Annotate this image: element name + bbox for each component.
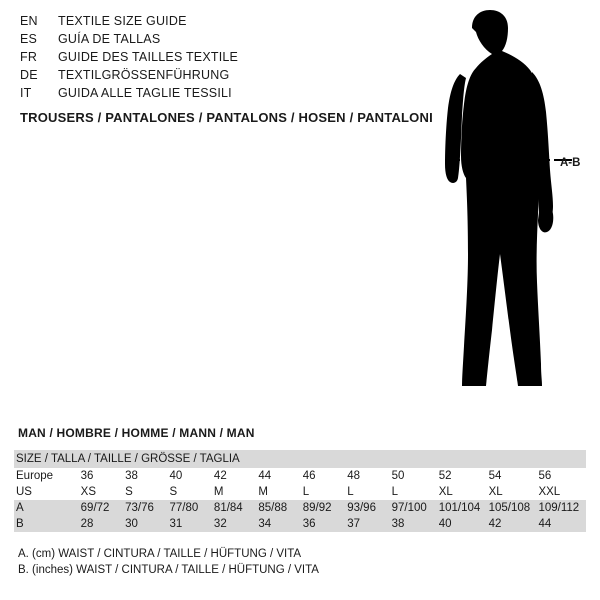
language-row: [20, 68, 380, 86]
row-label: B: [14, 516, 79, 532]
cell: 40: [169, 470, 183, 482]
cell: 38: [125, 470, 138, 482]
table-row: [14, 500, 586, 516]
cell: 31: [168, 516, 212, 532]
row-label: A: [14, 500, 79, 516]
cell: XS: [80, 486, 96, 498]
cell: 34: [256, 516, 300, 532]
cell: 32: [212, 516, 256, 532]
measure-label-ab: A-B: [560, 157, 581, 169]
man-silhouette-icon: [400, 8, 600, 408]
category-title: TROUSERS / PANTALONES / PANTALONS / HOSEN / PANTALONI: [20, 110, 433, 125]
cell: XL: [488, 486, 503, 498]
table-row: [14, 468, 586, 484]
cell: 36: [80, 470, 94, 482]
footnote-a: A. (cm) WAIST / CINTURA / TAILLE / HÜFTUNG / VITA: [18, 548, 302, 560]
language-row: [20, 50, 380, 68]
language-text: GUÍA DE TALLAS: [58, 32, 161, 46]
row-label: US: [16, 486, 32, 498]
cell: 28: [79, 516, 123, 532]
cell: 69/72: [79, 500, 123, 516]
cell: 37: [345, 516, 389, 532]
footnote-b: B. (inches) WAIST / CINTURA / TAILLE / HÜFTUNG / VITA: [18, 564, 319, 576]
language-code: DE: [20, 68, 38, 82]
language-code: FR: [20, 50, 38, 64]
cell: 105/108: [487, 500, 537, 516]
cell: 44: [258, 470, 272, 482]
table-row: [14, 484, 586, 500]
cell: L: [347, 486, 354, 498]
cell: 81/84: [212, 500, 256, 516]
cell: 56: [538, 470, 552, 482]
silhouette-figure: [400, 8, 600, 408]
cell: L: [391, 486, 399, 498]
cell: M: [213, 486, 224, 498]
cell: 54: [488, 470, 502, 482]
cell: 50: [391, 470, 405, 482]
cell: 97/100: [390, 500, 437, 516]
language-text: GUIDA ALLE TAGLIE TESSILI: [58, 86, 232, 100]
cell: 85/88: [256, 500, 300, 516]
cell: XL: [438, 486, 453, 498]
cell: 93/96: [345, 500, 389, 516]
row-label: Europe: [16, 470, 54, 482]
cell: XXL: [538, 486, 561, 498]
cell: 30: [123, 516, 167, 532]
cell: S: [125, 486, 133, 498]
language-row: [20, 14, 380, 32]
cell: 46: [302, 470, 316, 482]
language-code: ES: [20, 32, 38, 46]
section-title-man: MAN / HOMBRE / HOMME / MANN / MAN: [18, 426, 255, 440]
language-code: EN: [20, 14, 38, 28]
size-table: [14, 450, 586, 532]
footnotes: [18, 546, 319, 578]
cell: 36: [301, 516, 345, 532]
cell: 42: [487, 516, 537, 532]
cell: L: [302, 486, 310, 498]
cell: 89/92: [301, 500, 345, 516]
cell: 73/76: [123, 500, 167, 516]
table-header-label: SIZE / TALLA / TAILLE / GRÖSSE / TAGLIA: [16, 453, 240, 465]
cell: 48: [347, 470, 360, 482]
cell: M: [258, 486, 268, 498]
cell: 40: [437, 516, 487, 532]
table-row: [14, 516, 586, 532]
language-text: TEXTILE SIZE GUIDE: [58, 14, 187, 28]
table-header-row: [14, 450, 586, 468]
cell: 42: [213, 470, 227, 482]
language-row: [20, 32, 380, 50]
cell: 44: [536, 516, 586, 532]
cell: 109/112: [536, 500, 586, 516]
language-row: [20, 86, 380, 104]
cell: 38: [390, 516, 437, 532]
language-code: IT: [20, 86, 32, 100]
language-text: GUIDE DES TAILLES TEXTILE: [58, 50, 239, 64]
cell: 77/80: [168, 500, 212, 516]
language-text: TEXTILGRÖSSENFÜHRUNG: [58, 68, 230, 82]
cell: 101/104: [437, 500, 487, 516]
cell: S: [169, 486, 178, 498]
language-list: [20, 14, 380, 104]
cell: 52: [438, 470, 452, 482]
